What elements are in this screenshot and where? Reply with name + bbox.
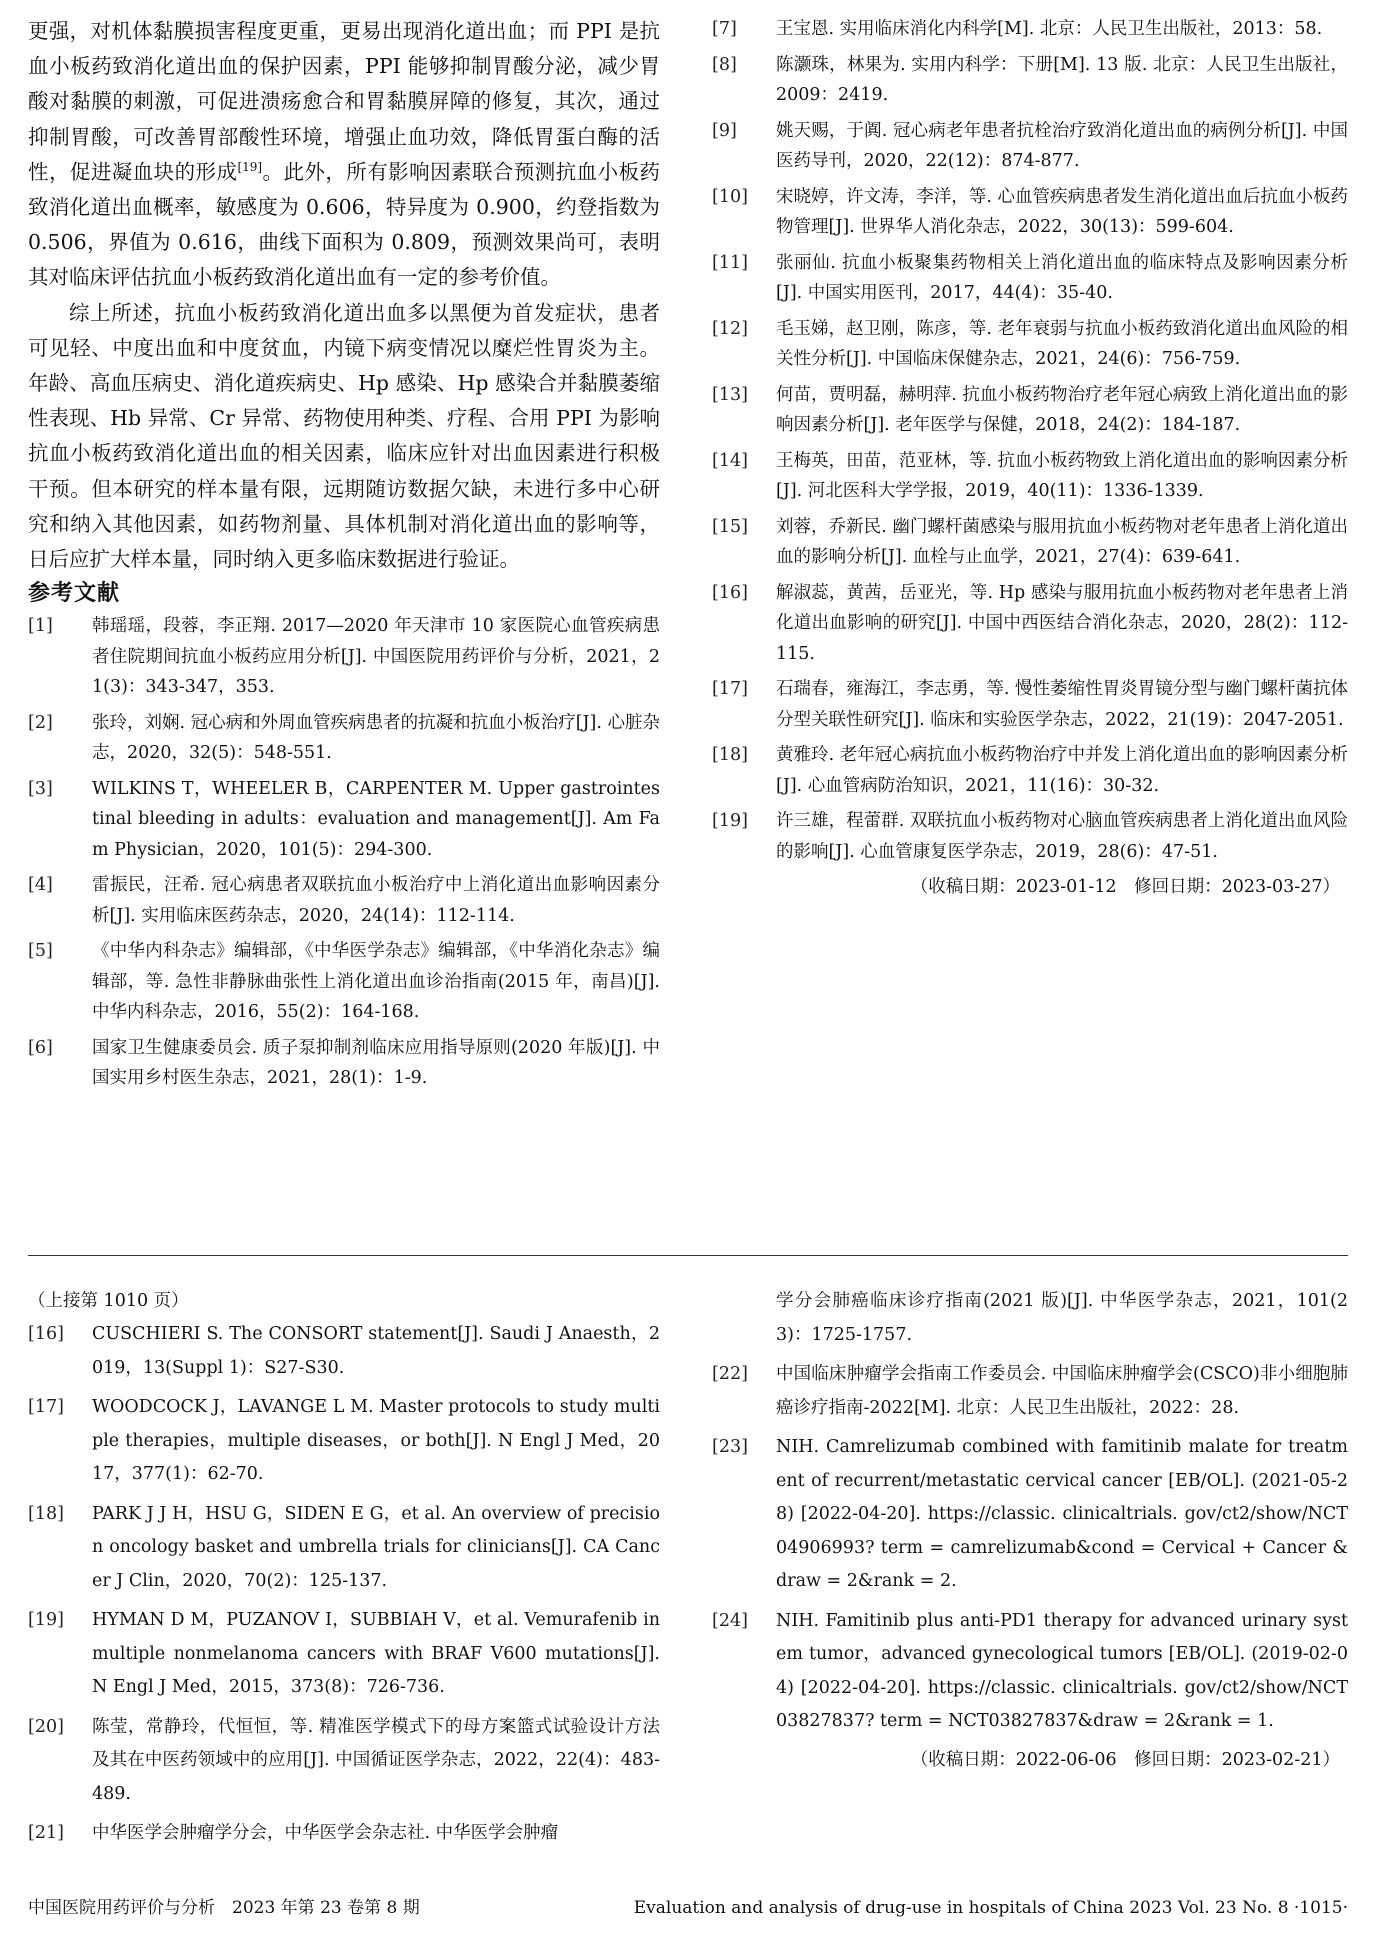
page-footer <box>28 1896 1348 1920</box>
reference-item: [10] 宋晓婷，许文涛，李洋，等. 心血管疾病患者发生消化道出血后抗血小板药物管理[J]. 世界华人消化杂志，2022，30(13)：599-604. <box>712 186 1348 237</box>
reference-item: [23] NIH. Camrelizumab combined with famitinib malate for treatment of recurrent/metastatic cervical cancer [EB/OL]. (2021-05-28) [2022-04-20]. https://classic. clinicaltrials. gov/ct2/show/NCT04906993? term = camrelizumab&cond = Cervical + Cancer &draw = 2&rank = 2. <box>712 1437 1348 1591</box>
reference-item: [7] 王宝恩. 实用临床消化内科学[M]. 北京：人民卫生出版社，2013：58. <box>712 19 1323 39</box>
references-heading: 参考文献 <box>28 581 121 607</box>
reference-item: [12] 毛玉娣，赵卫刚，陈彦，等. 老年衰弱与抗血小板药致消化道出血风险的相关性分析[J]. 中国临床保健杂志，2021，24(6)：756-759. <box>712 318 1348 369</box>
reference-item: [13] 何苗，贾明磊，赫明萍. 抗血小板药物治疗老年冠心病致上消化道出血的影响因素分析[J]. 老年医学与保健，2018，24(2)：184-187. <box>712 384 1348 435</box>
reference-list <box>712 1358 1348 1739</box>
lower-left-column <box>28 1285 660 1857</box>
reference-item: [3] WILKINS T，WHEELER B，CARPENTER M. Upper gastrointestinal bleeding in adults：evaluation and management[J]. Am Fam Physician，2020，101(5)：294-300. <box>28 778 660 860</box>
reference-item: [19] 许三雄，程蕾群. 双联抗血小板药物对心脑血管疾病患者上消化道出血风险的影响[J]. 心血管康复医学杂志，2019，28(6)：47-51. <box>712 811 1348 862</box>
reference-item: [19] HYMAN D M，PUZANOV I，SUBBIAH V，et al. Vemurafenib in multiple nonmelanoma cancers with BRAF V600 mutations[J]. N Engl J Med，2015，373(8)：726-736. <box>28 1610 660 1697</box>
upper-right-column <box>712 14 1348 902</box>
reference-item: [20] 陈莹，常静玲，代恒恒，等. 精准医学模式下的母方案篮式试验设计方法及其在中医药领域中的应用[J]. 中国循证医学杂志，2022，22(4)：483-489. <box>28 1716 660 1804</box>
reference-item: [9] 姚天赐，于阗. 冠心病老年患者抗栓治疗致消化道出血的病例分析[J]. 中国医药导刊，2020，22(12)：874-877. <box>712 120 1348 171</box>
reference-item: [16] CUSCHIERI S. The CONSORT statement[J]. Saudi J Anaesth，2019，13(Suppl 1)：S27-S30. <box>28 1324 660 1378</box>
reference-item: [17] WOODCOCK J，LAVANGE L M. Master protocols to study multiple therapies，multiple diseases，or both[J]. N Engl J Med，2017，377(1)：62-70. <box>28 1397 660 1484</box>
reference-item-continued: 学分会肺癌临床诊疗指南(2021 版)[J]. 中华医学杂志，2021，101(23)：1725-1757. <box>776 1291 1348 1345</box>
citation-marker[interactable]: [19] <box>237 159 263 174</box>
continued-note: （上接第 1010 页） <box>28 1291 189 1311</box>
footer-journal-en: Evaluation and analysis of drug-use in hospitals of China 2023 Vol. 23 No. 8 ·1015· <box>633 1898 1348 1918</box>
reference-item: [2] 张玲，刘娴. 冠心病和外周血管疾病患者的抗凝和抗血小板治疗[J]. 心脏杂志，2020，32(5)：548-551. <box>28 712 660 764</box>
reference-item: [22] 中国临床肿瘤学会指南工作委员会. 中国临床肿瘤学会(CSCO)非小细胞肺癌诊疗指南-2022[M]. 北京：人民卫生出版社，2022：28. <box>712 1364 1348 1418</box>
reference-item: [6] 国家卫生健康委员会. 质子泵抑制剂临床应用指导原则(2020 年版)[J]. 中国实用乡村医生杂志，2021，28(1)：1-9. <box>28 1037 660 1089</box>
reference-item: [15] 刘蓉，乔新民. 幽门螺杆菌感染与服用抗血小板药物对老年患者上消化道出血的影响分析[J]. 血栓与止血学，2021，27(4)：639-641. <box>712 516 1348 567</box>
body-paragraph: 综上所述，抗血小板药致消化道出血多以黑便为首发症状，患者可见轻、中度出血和中度贫血，内镜下病变情况以糜烂性胃炎为主。年龄、高血压病史、消化道疾病史、Hp 感染、Hp 感染合并黏膜萎缩性表现、Hb 异常、Cr 异常、药物使用种类、疗程、合用 PPI 为影响抗血小板药致消化道出血的相关因素，临床应针对出血因素进行积极干预。但本研究的样本量有限，远期随访数据欠缺，未进行多中心研究和纳入其他因素，如药物剂量、具体机制对消化道出血的影响等，日后应扩大样本量，同时纳入更多临床数据进行验证。 <box>28 300 660 572</box>
section-divider <box>28 1255 1348 1256</box>
reference-item: [8] 陈灏珠，林果为. 实用内科学：下册[M]. 13 版. 北京：人民卫生出版社，2009：2419. <box>712 54 1348 105</box>
reference-item: [4] 雷振民，汪希. 冠心病患者双联抗血小板治疗中上消化道出血影响因素分析[J]. 实用临床医药杂志，2020，24(14)：112-114. <box>28 875 660 926</box>
body-paragraph: 更强，对机体黏膜损害程度更重，更易出现消化道出血；而 PPI 是抗血小板药致消化道出血的保护因素，PPI 能够抑制胃酸分泌，减少胃酸对黏膜的刺激，可促进溃疡愈合和胃黏膜屏障的修复，其次，通过抑制胃酸，可改善胃部酸性环境，增强止血功效，降低胃蛋白酶的活性，促进凝血块的形成[19]。此外，所有影响因素联合预测抗血小板药致消化道出血概率，敏感度为 0.606，特异度为 0.900，约登指数为 0.506，界值为 0.616，曲线下面积为 0.809，预测效果尚可，表明其对临床评估抗血小板药致消化道出血有一定的参考价值。 <box>28 19 661 290</box>
reference-item: [18] 黄雅玲. 老年冠心病抗血小板药物治疗中并发上消化道出血的影响因素分析[J]. 心血管病防治知识，2021，11(16)：30-32. <box>712 745 1348 796</box>
reference-item: [11] 张丽仙. 抗血小板聚集药物相关上消化道出血的临床特点及影响因素分析[J]. 中国实用医刊，2017，44(4)：35-40. <box>712 252 1348 303</box>
received-date: （收稿日期：2023-01-12 修回日期：2023-03-27） <box>910 877 1340 897</box>
reference-item: [5] 《中华内科杂志》编辑部，《中华医学杂志》编辑部，《中华消化杂志》编辑部，等. 急性非静脉曲张性上消化道出血诊治指南(2015 年，南昌)[J]. 中华内科杂志，2016，55(2)：164-168. <box>28 941 660 1023</box>
reference-item: [16] 解淑蕊，黄茜，岳亚光，等. Hp 感染与服用抗血小板药物对老年患者上消化道出血影响的研究[J]. 中国中西医结合消化杂志，2020，28(2)：112-115. <box>712 582 1348 664</box>
reference-item: [21] 中华医学会肿瘤学分会，中华医学会杂志社. 中华医学会肿瘤 <box>28 1823 559 1843</box>
reference-item: [17] 石瑞春，雍海江，李志勇，等. 慢性萎缩性胃炎胃镜分型与幽门螺杆菌抗体分型关联性研究[J]. 临床和实验医学杂志，2022，21(19)：2047-2051. <box>712 679 1348 730</box>
reference-item: [24] NIH. Famitinib plus anti-PD1 therapy for advanced urinary system tumor，advanced gynecological tumors [EB/OL]. (2019-02-04) [2022-04-20]. https://classic. clinicaltrials. gov/ct2/show/NCT03827837? term = NCT03827837&draw = 2&rank = 1. <box>712 1610 1348 1731</box>
received-date: （收稿日期：2022-06-06 修回日期：2023-02-21） <box>910 1749 1340 1770</box>
footer-journal-cn: 中国医院用药评价与分析 2023 年第 23 卷第 8 期 <box>28 1898 420 1918</box>
reference-item: [18] PARK J J H，HSU G，SIDEN E G，et al. An overview of precision oncology basket and umbrella trials for clinicians[J]. CA Cancer J Clin，2020，70(2)：125-137. <box>28 1503 660 1591</box>
upper-left-column <box>28 14 660 1099</box>
reference-list <box>712 14 1348 867</box>
reference-list <box>28 611 660 1094</box>
reference-item: [14] 王梅英，田苗，范亚林，等. 抗血小板药物致上消化道出血的影响因素分析[J]. 河北医科大学学报，2019，40(11)：1336-1339. <box>712 450 1348 501</box>
reference-list <box>28 1318 660 1851</box>
reference-item: [1] 韩瑶瑶，段蓉，李正翔. 2017—2020 年天津市 10 家医院心血管疾病患者住院期间抗血小板药应用分析[J]. 中国医院用药评价与分析，2021，21(3)：343-347，353. <box>28 616 660 698</box>
lower-right-column <box>712 1285 1348 1775</box>
